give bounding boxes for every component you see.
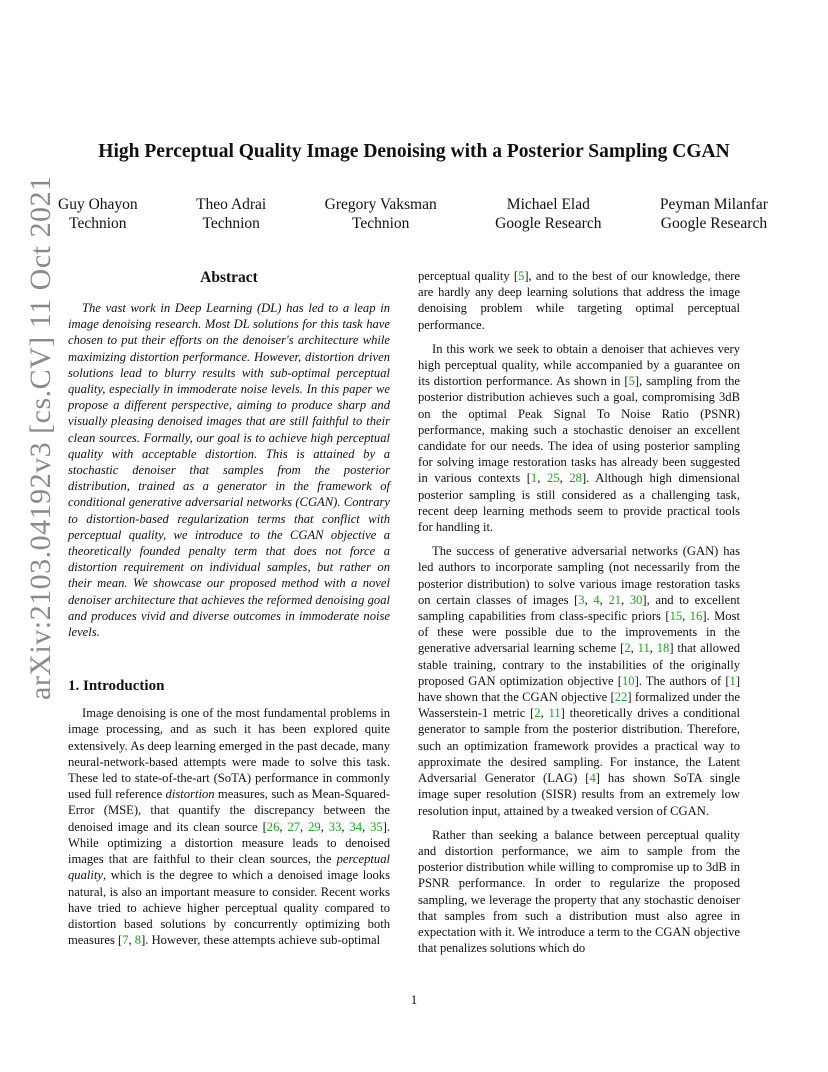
citation-link[interactable]: 8 — [134, 933, 142, 948]
author-affiliation: Technion — [69, 215, 127, 232]
citation-link[interactable]: 1 — [530, 471, 538, 486]
text-run: ] theoretically drives a conditional generator to sample from the posterior distribution. Therefore, such an optimization framework provides a practical way to approximate the desired sampling. For instance, the Latent Adversarial Generator (LAG) [ — [418, 706, 740, 786]
paragraph: Rather than seeking a balance between perceptual quality and distortion performance, we aim to sample from the posterior distribution while willing to compromise up to 3dB in PSNR performance. In order to regularize the proposed sampling, we leverage the property that any stochastic denoiser that samples from such a distribution must also agree in expectation with it. We introduce a term to the CGAN objective that penalizes solutions which do — [418, 827, 740, 956]
paragraph — [68, 705, 390, 948]
citation-link[interactable]: 26 — [266, 819, 280, 834]
citation-separator: , — [537, 471, 547, 486]
paper-title: High Perceptual Quality Image Denoising with a Posterior Sampling CGAN — [98, 141, 730, 162]
citation-link[interactable]: 15 — [669, 609, 683, 624]
text-run: In this work we seek to obtain a denoiser that achieves very high perceptual quality, while accompanied by a guarantee on its distortion performance. As shown in [ — [418, 341, 740, 389]
author — [660, 195, 768, 233]
emphasis-text: distortion — [165, 787, 215, 802]
citation-link[interactable]: 10 — [621, 673, 635, 688]
citation-separator: , — [584, 592, 594, 607]
text-run: ], sampling from the posterior distribution achieves such a goal, compromising 3dB on the optimal Peak Signal To Noise Ratio (PSNR) performance, making such a stochastic denoiser an excellent candidate for our needs. The idea of using posterior sampling for solving image restoration tasks has already been suggested in various contexts [ — [418, 374, 740, 486]
citation-link[interactable]: 5 — [518, 269, 525, 283]
text-run: ], and to excellent sampling capabilities from class-specific priors [ — [418, 592, 741, 624]
text-run: ] has shown SoTA single image super resolution (SISR) results from an extremely low resolution input, attained by a tweaked version of CGAN. — [418, 771, 740, 818]
author-name: Peyman Milanfar — [659, 196, 768, 213]
page-number: 1 — [410, 992, 418, 1007]
text-run: ]. Although high dimensional posterior sampling is still considered as a challenging task, recent deep learning methods seem to provide practical tools for handling it. — [418, 471, 741, 535]
citation-link[interactable]: 11 — [548, 706, 561, 721]
author-name: Theo Adrai — [196, 196, 267, 213]
citation-link[interactable]: 29 — [308, 819, 321, 834]
citation-link[interactable]: 4 — [593, 592, 600, 607]
left-column — [68, 268, 390, 956]
citation-link[interactable]: 34 — [349, 819, 363, 834]
text-run: perceptual quality [ — [418, 269, 519, 283]
paragraph — [418, 341, 740, 535]
citation-link[interactable]: 1 — [729, 673, 736, 688]
author — [325, 195, 437, 233]
citation-separator: , — [279, 819, 288, 834]
citation-separator: , — [630, 641, 638, 656]
paragraph — [418, 543, 740, 818]
author-affiliation: Technion — [202, 215, 260, 232]
author — [58, 195, 138, 233]
text-run: , which is the degree to which a denoised image looks natural, is also an important measure to consider. Recent works have tried to achieve higher perceptual quality compared to distortion based solutions by concurrently optimizing both measures [ — [68, 868, 390, 948]
citation-separator: , — [559, 471, 570, 486]
citation-link[interactable]: 30 — [629, 592, 643, 607]
text-run: ]. While optimizing a distortion measure leads to denoised images that are faithful to their clean sources, the — [68, 819, 391, 867]
text-run: Image denoising is one of the most fundamental problems in image processing, and as such it has been explored quite extensively. As deep learning emerged in the past decade, many neural-network-based attempts were made to solve this task. These led to state-of-the-art (SoTA) performance in commonly used full reference — [68, 706, 390, 802]
citation-separator: , — [128, 933, 135, 948]
citation-link[interactable]: 18 — [656, 641, 670, 656]
paragraph — [418, 268, 740, 333]
author-name: Gregory Vaksman — [324, 196, 437, 213]
author — [196, 195, 266, 233]
citation-separator: , — [649, 641, 657, 656]
text-run: ]. The authors of [ — [634, 673, 730, 688]
citation-separator: , — [362, 819, 371, 834]
author-list — [58, 195, 768, 233]
section-heading-introduction: 1. Introduction — [68, 678, 165, 695]
citation-link[interactable]: 5 — [628, 374, 635, 389]
text-run: ]. Most of these were possible due to the improvements in the generative adversarial learning scheme [ — [418, 609, 740, 656]
text-run: measures, such as Mean-Squared-Error (MSE), that quantify the discrepancy between the denoised image and its clean source [ — [68, 787, 390, 834]
citation-link[interactable]: 3 — [578, 592, 585, 607]
arxiv-identifier: arXiv:2103.04192v3 [cs.CV] 11 Oct 2021 — [24, 175, 57, 700]
author-affiliation: Google Research — [495, 215, 602, 232]
text-run: The success of generative adversarial networks (GAN) has led authors to incorporate sampling (not necessarily from the posterior distribution) to solve various image restoration tasks on certain classes of images [ — [418, 544, 740, 607]
text-run: ]. However, these attempts achieve sub-optimal — [141, 933, 381, 948]
citation-link[interactable]: 33 — [328, 819, 342, 834]
citation-separator: , — [682, 609, 690, 624]
citation-link[interactable]: 27 — [287, 819, 301, 834]
citation-link[interactable]: 2 — [534, 706, 541, 721]
citation-link[interactable]: 11 — [637, 641, 650, 656]
text-run: ] formalized under the Wasserstein-1 metric [ — [418, 690, 741, 721]
author-name: Guy Ohayon — [58, 196, 138, 213]
right-column — [418, 268, 740, 964]
citation-link[interactable]: 25 — [547, 471, 560, 486]
author-name: Michael Elad — [506, 196, 590, 213]
abstract-heading: Abstract — [200, 269, 258, 286]
citation-link[interactable]: 22 — [614, 690, 628, 705]
citation-separator: , — [320, 819, 329, 834]
text-run: ] that allowed stable training, contrary to the instabilities of the originally proposed GAN optimization objective [ — [418, 641, 740, 688]
citation-link[interactable]: 7 — [122, 933, 129, 948]
citation-separator: , — [300, 819, 309, 834]
citation-separator: , — [621, 592, 630, 607]
citation-link[interactable]: 35 — [370, 819, 383, 834]
citation-link[interactable]: 4 — [589, 771, 596, 786]
author — [495, 195, 601, 233]
citation-link[interactable]: 28 — [569, 471, 582, 486]
author-affiliation: Technion — [351, 215, 410, 232]
author-affiliation: Google Research — [660, 215, 768, 232]
text-run: ], and to the best of our knowledge, there are hardly any deep learning solutions that address the image denoising problem while targeting optimal perceptual performance. — [418, 269, 740, 332]
abstract-text: The vast work in Deep Learning (DL) has led to a leap in image denoising research. Most DL solutions for this task have chosen to put their efforts on the denoiser's architecture while maximizing distortion performance. However, distortion driven solutions lead to blurry results with sub-optimal perceptual quality, especially in immoderate noise levels. In this paper we propose a different perspective, aiming to produce sharp and visually pleasing denoised images that are still faithful to their clean sources. Formally, our goal is to achieve high perceptual quality with acceptable distortion. This is attained by a stochastic denoiser that samples from the posterior distribution, trained as a generator in the framework of conditional generative adversarial networks (CGAN). Contrary to distortion-based regularization terms that conflict with perceptual quality, we introduce to the CGAN objective a theoretically founded penalty term that does not force a distortion requirement on individual samples, but rather on their mean. We showcase our proposed method with a novel denoiser architecture that achieves the reformed denoising goal and produces vivid and diverse outcomes in immoderate noise levels. — [68, 301, 390, 640]
citation-separator: , — [599, 592, 609, 607]
citation-link[interactable]: 16 — [689, 609, 703, 624]
citation-link[interactable]: 2 — [624, 641, 631, 656]
text-run: ] have shown that the CGAN objective [ — [418, 673, 741, 705]
citation-separator: , — [540, 706, 549, 721]
citation-separator: , — [341, 819, 350, 834]
emphasis-text: perceptual quality — [68, 852, 390, 883]
citation-link[interactable]: 21 — [608, 592, 622, 607]
